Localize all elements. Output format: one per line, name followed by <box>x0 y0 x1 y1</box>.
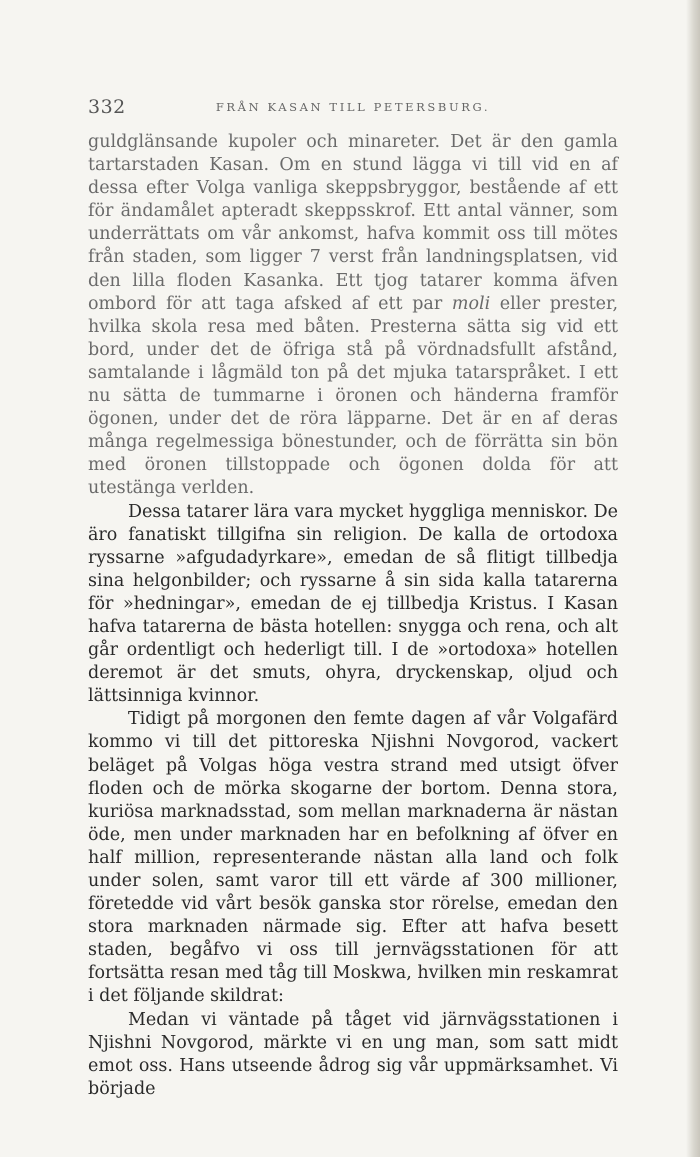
paragraph-1-emphasis: moli <box>451 293 491 314</box>
running-title: FRÅN KASAN TILL PETERSBURG. <box>215 100 491 114</box>
paragraph-3: Tidigt på morgonen den femte dagen af vår Volgafärd kommo vi till det pittoreska Njishni Novgorod, vackert beläget på Volgas höga vestra strand med utsigt öfver floden och de mörka skogarne der bortom. Denna stora, kuriösa marknadsstad, som mellan marknaderna är nästan öde, men under marknaden har en befolkning af öfver en half million, representerande nästan alla land och folk under solen, samt varor till ett värde af 300 millioner, företedde vid vårt besök ganska stor rörelse, emedan den stora marknaden närmade sig. Efter att hafva besett staden, begåfvo vi oss till jernvägsstationen för att fortsätta resan med tåg till Moskwa, hvilken min reskamrat i det följande skildrat: <box>88 709 618 1007</box>
paragraph-2: Dessa tatarer lära vara mycket hyggliga menniskor. De äro fanatiskt tillgifna sin religion. De kalla de ortodoxa ryssarne »afgudadyrkare», emedan de så flitigt tillbedja sina helgonbilder; och ryssarne å sin sida kalla tatarerna för »hedningar», emedan de ej tillbedja Kristus. I Kasan hafva tatarerna de bästa hotellen: snygga och rena, och alt går ordentligt och hederligt till. I de »ortodoxa» hotellen deremot är det smuts, ohyra, dryckenskap, oljud och lättsinniga kvinnor. <box>88 501 618 707</box>
page-edge-shadow <box>686 0 700 1157</box>
page-number: 332 <box>88 96 126 118</box>
paragraph-1-text-a: guldglänsande kupoler och minareter. Det är den gamla tartarstaden Kasan. Om en stund lägga vi till vid en af dessa efter Volga vanliga skeppsbryggor, bestående af ett för ändamålet apteradt skeppsskrof. Ett antal vänner, som underrättats om vår ankomst, hafva kommit oss till mötes från staden, som ligger 7 verst från landningsplatsen, vid den lilla floden Kasanka. Ett tjog tatarer komma äfven ombord för att taga afsked af ett par <box>88 132 618 314</box>
paragraph-4: Medan vi väntade på tåget vid järnvägsstationen i Njishni Novgorod, märkte vi en ung man, som satt midt emot oss. Hans utseende ådrog sig vår uppmärksamhet. Vi började <box>88 1009 618 1099</box>
book-page <box>88 96 618 1101</box>
running-header <box>88 96 618 122</box>
paragraph-1-text-b: eller prester, hvilka skola resa med båten. Presterna sätta sig vid ett bord, under det de öfriga stå på vördnadsfullt afstånd, samtalande i lågmäld ton på det mjuka tatarspråket. I ett nu sätta de tummarne i öronen och händerna framför ögonen, under det de röra läpparne. Det är en af deras många regelmessiga bönestunder, och de förrätta sin bön med öronen tillstoppade och ögonen dolda för att utestänga verlden. <box>88 293 619 499</box>
body-text <box>88 131 618 1101</box>
paragraph-1 <box>88 131 618 501</box>
